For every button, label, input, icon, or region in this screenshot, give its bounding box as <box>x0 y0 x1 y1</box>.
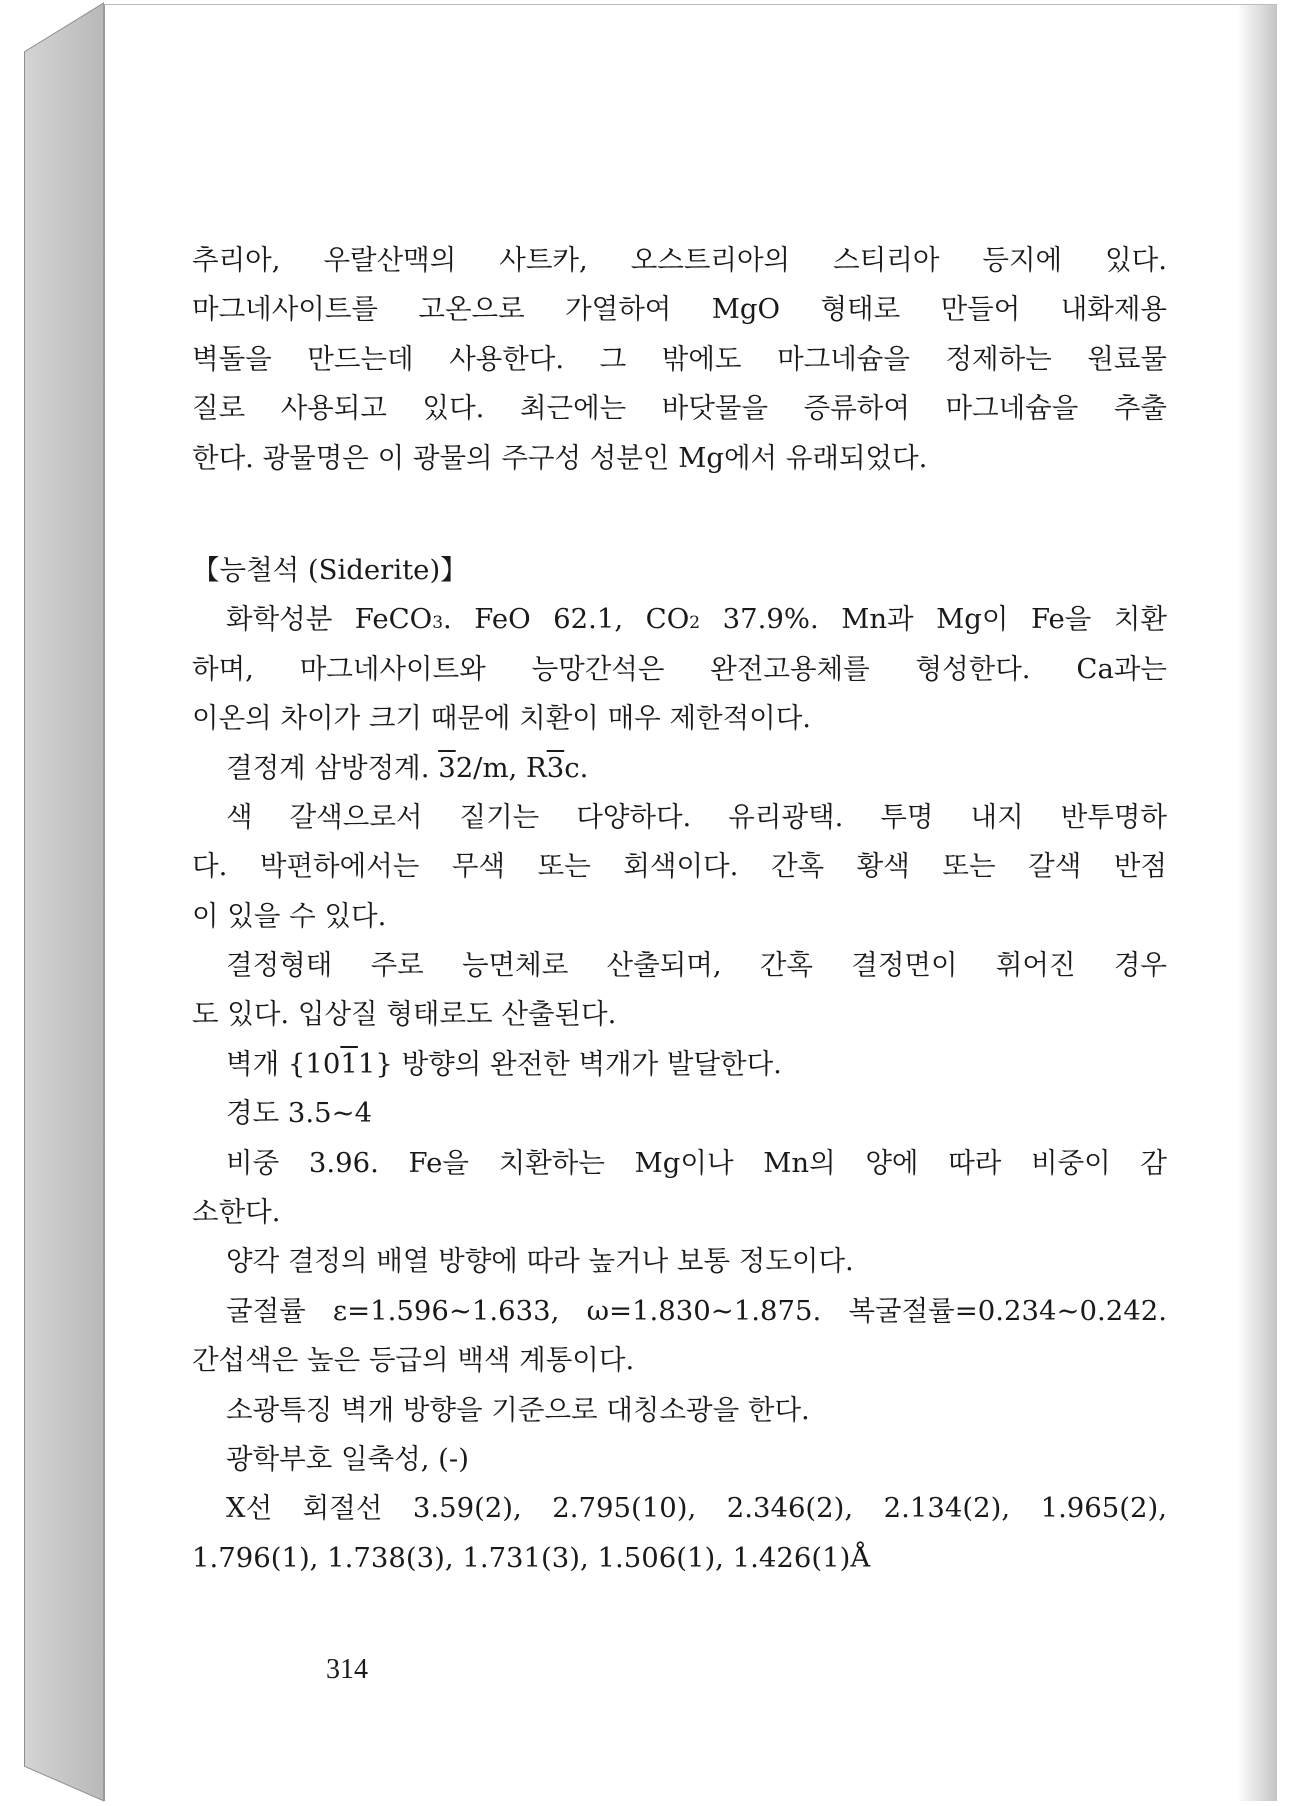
color-line: 다. 박편하에서는 무색 또는 회색이다. 간혹 황색 또는 갈색 반점 <box>192 850 1167 883</box>
chemistry-line: 하며, 마그네사이트와 능망간석은 완전고용체를 형성한다. Ca과는 <box>192 652 1167 685</box>
refraction-line: 굴절률 ε=1.596~1.633, ω=1.830~1.875. 복굴절률=0.234~0.242. <box>226 1294 1167 1327</box>
section-heading: 【능철석 (Siderite)】 <box>192 553 468 586</box>
paragraph-line: 한다. 광물명은 이 광물의 주구성 성분인 Mg에서 유래되었다. <box>192 441 928 474</box>
page-number: 314 <box>326 1654 368 1685</box>
xray-line: 1.796(1), 1.738(3), 1.731(3), 1.506(1), 1.426(1)Å <box>192 1541 871 1574</box>
color-line: 이 있을 수 있다. <box>192 899 387 932</box>
page-edge-shadow <box>1237 5 1277 1801</box>
crystal-system-line: 결정계 삼방정계. 32/m, R3c. <box>226 751 589 784</box>
optic-sign-line: 광학부호 일축성, (-) <box>226 1442 469 1475</box>
refraction-line: 간섭색은 높은 등급의 백색 계통이다. <box>192 1344 635 1377</box>
color-line: 색 갈색으로서 짙기는 다양하다. 유리광택. 투명 내지 반투명하 <box>226 800 1167 833</box>
hardness-line: 경도 3.5~4 <box>226 1097 373 1130</box>
extinction-line: 소광특징 벽개 방향을 기준으로 대칭소광을 한다. <box>226 1393 810 1426</box>
cleavage-line: 벽개 {1011} 방향의 완전한 벽개가 발달한다. <box>226 1047 782 1080</box>
paragraph-line: 마그네사이트를 고온으로 가열하여 MgO 형태로 만들어 내화제용 <box>192 293 1167 326</box>
crystal-form-line: 도 있다. 입상질 형태로도 산출된다. <box>192 998 617 1031</box>
paragraph-line: 추리아, 우랄산맥의 사트카, 오스트리아의 스티리아 등지에 있다. <box>192 244 1167 276</box>
page-body <box>192 236 1167 1583</box>
specific-gravity-line: 비중 3.96. Fe을 치환하는 Mg이나 Mn의 양에 따라 비중이 감 <box>226 1146 1167 1179</box>
paragraph-line: 질로 사용되고 있다. 최근에는 바닷물을 증류하여 마그네슘을 추출 <box>192 392 1167 425</box>
crystal-form-line: 결정형태 주로 능면체로 산출되며, 간혹 결정면이 휘어진 경우 <box>226 949 1167 982</box>
specific-gravity-line: 소한다. <box>192 1196 281 1229</box>
paragraph-line: 벽돌을 만드는데 사용한다. 그 밖에도 마그네슘을 정제하는 원료물 <box>192 342 1167 375</box>
chemistry-line: 화학성분 FeCO3. FeO 62.1, CO2 37.9%. Mn과 Mg이 Fe을 치환 <box>226 603 1167 636</box>
pleochroism-line: 양각 결정의 배열 방향에 따라 높거나 보통 정도이다. <box>226 1245 854 1278</box>
xray-line: X선 회절선 3.59(2), 2.795(10), 2.346(2), 2.134(2), 1.965(2), <box>226 1492 1167 1525</box>
chemistry-line: 이온의 차이가 크기 때문에 치환이 매우 제한적이다. <box>192 702 812 735</box>
